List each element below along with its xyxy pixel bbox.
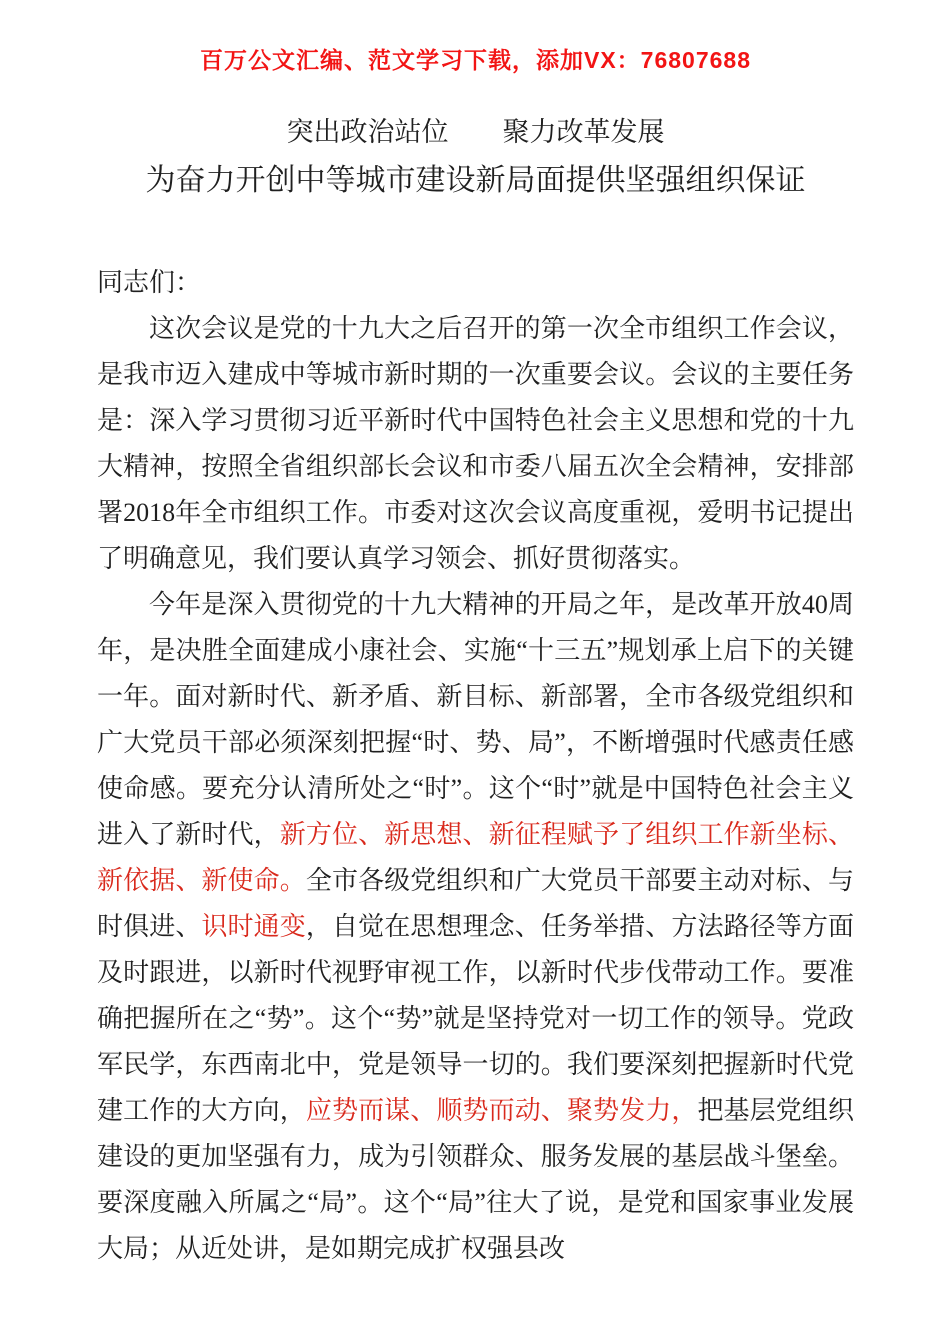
red-emphasis-text: 识时通变 [201, 912, 306, 941]
red-emphasis-text: 新方位、新思想、新征程赋予了组织工作新坐标、新依据、新使命。 [97, 820, 854, 895]
red-emphasis-text: 应势而谋、顺势而动、聚势发力， [305, 1096, 698, 1125]
body-text: 把基层党组织建设的更加坚强有力，成为引领群众、服务发展的基层战斗堡垒。要深度融入所属之“局”。这个“局”往大了说，是党和国家事业发展大局；从近处讲，是如期完成扩权强县改 [97, 1096, 854, 1263]
title-block [97, 108, 854, 206]
body-text: 今年是深入贯彻党的十九大精神的开局之年，是改革开放40周年，是决胜全面建成小康社会、实施“十三五”规划承上启下的关键一年。面对新时代、新矛盾、新目标、新部署，全市各级党组织和广大党员干部必须深刻把握“时、势、局”，不断增强时代感责任感使命感。要充分认清所处之“时”。这个“时”就是中国特色社会主义进入了新时代， [97, 590, 854, 849]
promo-notice-header: 百万公文汇编、范文学习下载，添加VX：76807688 [199, 47, 751, 73]
body-text: ，自觉在思想理念、任务举措、方法路径等方面及时跟进，以新时代视野审视工作，以新时代步伐带动工作。要准确把握所在之“势”。这个“势”就是坚持党对一切工作的领导。党政军民学，东西南北中，党是领导一切的。我们要深刻把握新时代党建工作的大方向， [97, 912, 854, 1125]
salutation: 同志们： [97, 268, 202, 297]
paragraph-shi-shi-ju [97, 582, 854, 1272]
document-body [97, 260, 854, 1272]
body-text: 这次会议是党的十九大之后召开的第一次全市组织工作会议，是我市迈入建成中等城市新时期的一次重要会议。会议的主要任务是：深入学习贯彻习近平新时代中国特色社会主义思想和党的十九大精神，按照全省组织部长会议和市委八届五次全会精神，安排部署2018年全市组织工作。市委对这次会议高度重视，爱明书记提出了明确意见，我们要认真学习领会、抓好贯彻落实。 [97, 314, 854, 573]
document-title-line-1: 突出政治站位 聚力改革发展 [286, 117, 665, 147]
body-text: 全市各级党组织和广大党员干部要主动对标、与时俱进、 [97, 866, 854, 941]
document-title-line-2: 为奋力开创中等城市建设新局面提供坚强组织保证 [145, 164, 806, 197]
paragraph-meeting-overview [97, 306, 854, 582]
